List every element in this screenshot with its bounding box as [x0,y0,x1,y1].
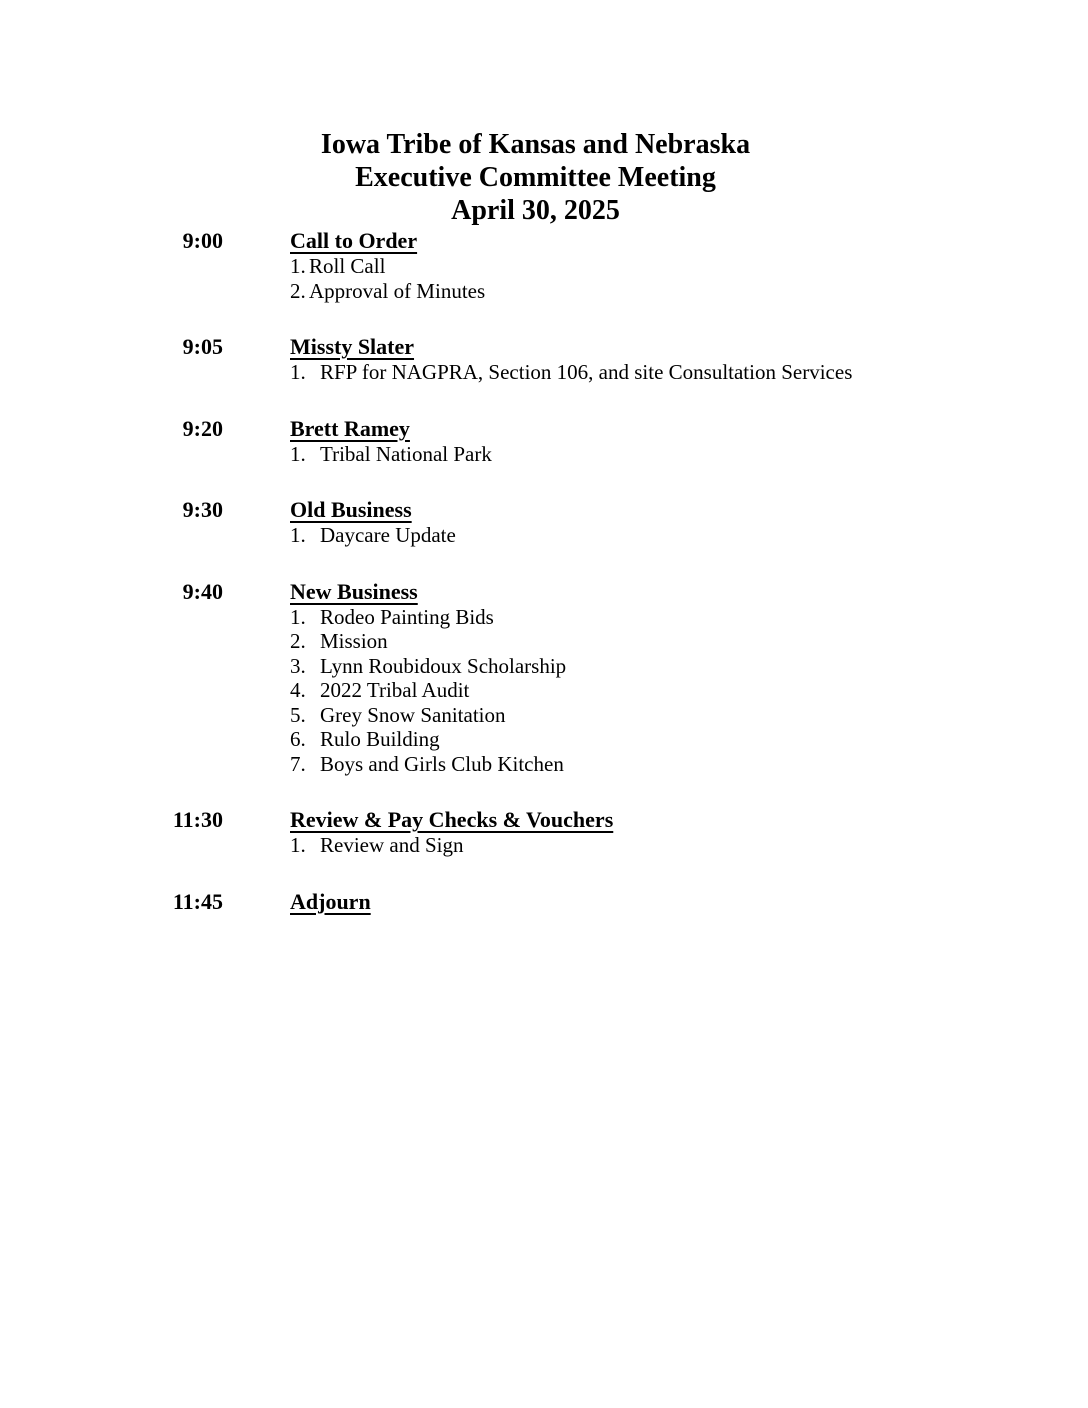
item-text: RFP for NAGPRA, Section 106, and site Consultation Services [320,360,853,384]
agenda-item [290,654,975,679]
agenda-section-call-to-order [96,227,975,303]
item-number: 6. [290,727,306,751]
item-number: 2. [290,278,306,303]
agenda-item [290,605,975,630]
item-number: 5. [290,702,306,727]
item-number: 1. [290,833,306,857]
agenda-time: 9:30 [182,497,223,522]
item-text: Rulo Building [320,727,440,751]
agenda-item [290,442,975,467]
agenda-time: 11:30 [172,807,223,832]
item-text: Rodeo Painting Bids [320,604,494,629]
agenda-heading: Old Business [290,497,412,522]
item-number: 3. [290,653,306,678]
item-text: 2022 Tribal Audit [320,678,470,702]
agenda-item-list [290,523,975,548]
item-text: Daycare Update [320,523,456,547]
agenda-section-brett-ramey [96,415,975,467]
agenda-time: 9:00 [182,228,223,253]
item-number: 1. [290,254,306,278]
agenda-item-list [290,360,975,385]
agenda-item [290,703,975,728]
agenda-item [290,360,975,385]
item-text: Lynn Roubidoux Scholarship [320,653,567,678]
agenda-time: 11:45 [172,888,223,914]
agenda-heading: Review & Pay Checks & Vouchers [290,807,614,832]
agenda-heading: Adjourn [290,888,371,914]
agenda-item [290,727,975,752]
item-number: 1. [290,523,306,547]
item-number: 2. [290,629,306,653]
agenda-section-new-business [96,578,975,777]
agenda-section-adjourn [96,888,975,915]
agenda-section-missty-slater [96,333,975,385]
agenda-heading: Missty Slater [290,334,415,359]
item-text: Review and Sign [320,833,464,857]
title-meeting-date: April 30, 2025 [451,195,620,226]
agenda-item [290,254,975,279]
agenda-section-old-business [96,496,975,548]
agenda-item-list [290,442,975,467]
agenda-section-review-pay-checks [96,806,975,858]
item-number: 4. [290,678,306,702]
agenda-item-list [290,833,975,858]
agenda-item [290,523,975,548]
agenda-time: 9:40 [182,578,223,604]
agenda-item [290,279,975,304]
agenda-heading: Call to Order [290,228,418,253]
item-text: Approval of Minutes [309,278,486,303]
agenda-item [290,752,975,777]
document-title-block [96,128,975,227]
agenda-time: 9:05 [182,334,223,359]
item-text: Mission [320,629,388,653]
title-meeting-name: Executive Committee Meeting [355,162,716,193]
item-text: Boys and Girls Club Kitchen [320,751,564,776]
agenda-item-list [290,605,975,777]
agenda-item-list [290,254,975,303]
agenda-time: 9:20 [182,415,223,441]
agenda-heading: New Business [290,578,418,604]
agenda-item [290,678,975,703]
agenda-item [290,833,975,858]
item-text: Grey Snow Sanitation [320,702,506,727]
item-text: Tribal National Park [320,441,492,466]
agenda-item [290,629,975,654]
item-number: 1. [290,604,306,629]
item-number: 1. [290,360,306,384]
title-organization: Iowa Tribe of Kansas and Nebraska [320,129,751,160]
item-number: 1. [290,441,306,466]
agenda-heading: Brett Ramey [290,415,410,441]
item-text: Roll Call [309,254,386,278]
item-number: 7. [290,751,306,776]
